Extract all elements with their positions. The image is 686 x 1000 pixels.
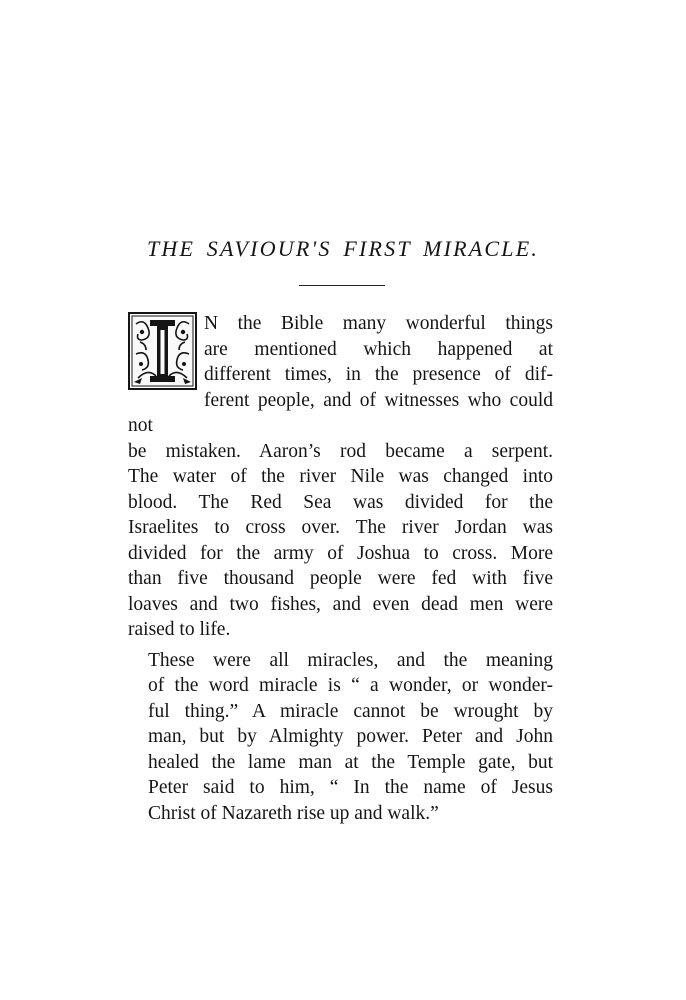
paragraph-2 (128, 648, 553, 827)
text-line: divided for the army of Joshua to cross. More (128, 542, 553, 564)
text-line: man, but by Almighty power. Peter and John (148, 726, 553, 747)
text-line: be mistaken. Aaron’s rod became a serpent. (128, 440, 553, 462)
text-line: N the Bible many wonderful things (204, 313, 553, 334)
text-line: raised to life. (128, 619, 231, 640)
text-line: The water of the river Nile was changed into (128, 466, 553, 487)
chapter-title: THE SAVIOUR'S FIRST MIRACLE. (146, 236, 540, 261)
title-divider (299, 285, 385, 286)
paragraph-1 (128, 311, 553, 643)
text-line: Peter said to him, “ In the name of Jesus (148, 777, 553, 798)
text-line: than five thousand people were fed with five (128, 568, 553, 589)
text-line: ferent people, and of witnesses who could not (128, 389, 553, 436)
paragraph-2-lines (128, 648, 553, 827)
text-line: ful thing.” A miracle cannot be wrought by (148, 700, 553, 722)
text-line: Christ of Nazareth rise up and walk.” (148, 802, 439, 824)
text-line: These were all miracles, and the meaning (148, 649, 553, 671)
body-text (128, 311, 553, 826)
text-line: different times, in the presence of dif- (204, 364, 553, 385)
text-line: of the word miracle is “ a wonder, or wonder- (148, 675, 553, 696)
text-line: Israelites to cross over. The river Jordan was (128, 517, 553, 538)
text-line: blood. The Red Sea was divided for the (128, 491, 553, 513)
ornamental-drop-cap-icon (128, 312, 197, 390)
text-line: are mentioned which happened at (204, 338, 553, 360)
text-line: healed the lame man at the Temple gate, but (148, 751, 553, 773)
text-line: loaves and two fishes, and even dead men were (128, 593, 553, 615)
